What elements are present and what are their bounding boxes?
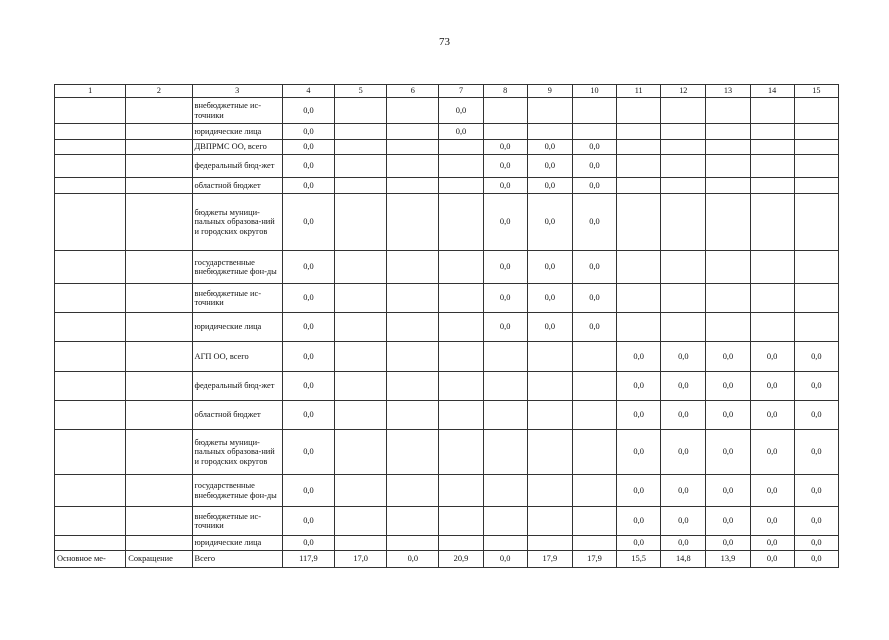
value-cell [706,251,750,284]
value-cell [527,98,572,124]
value-cell [617,313,661,342]
measure-cell [55,194,126,251]
value-cell [439,430,483,475]
table-row [55,178,839,194]
value-cell: 20,9 [439,551,483,568]
value-cell [483,401,527,430]
value-cell [706,178,750,194]
table-row [55,536,839,551]
value-cell: 0,0 [483,251,527,284]
table-row [55,401,839,430]
value-cell [387,313,439,342]
value-cell [527,401,572,430]
value-cell [439,475,483,507]
value-cell: 0,0 [527,178,572,194]
table-row [55,251,839,284]
column-number-2: 2 [126,85,192,98]
value-cell [794,155,838,178]
value-cell: 0,0 [706,372,750,401]
value-cell [387,430,439,475]
value-cell: 0,0 [282,98,334,124]
value-cell: 0,0 [483,284,527,313]
value-cell [706,155,750,178]
value-cell: 0,0 [483,194,527,251]
measure-cell [55,284,126,313]
value-cell: 0,0 [282,507,334,536]
indicator-cell [126,124,192,140]
column-number-3: 3 [192,85,282,98]
value-cell: 0,0 [483,178,527,194]
indicator-cell [126,536,192,551]
value-cell: 0,0 [794,430,838,475]
value-cell: 0,0 [706,430,750,475]
value-cell [483,98,527,124]
funding-source-label: Всего [192,551,282,568]
value-cell: 0,0 [282,536,334,551]
value-cell: 0,0 [572,251,616,284]
indicator-cell [126,251,192,284]
value-cell [335,536,387,551]
value-cell: 0,0 [282,140,334,155]
value-cell: 0,0 [661,401,706,430]
value-cell [527,124,572,140]
value-cell: 0,0 [527,140,572,155]
value-cell: 0,0 [794,401,838,430]
value-cell [483,124,527,140]
value-cell: 0,0 [572,178,616,194]
value-cell: 0,0 [617,342,661,372]
value-cell: 0,0 [483,155,527,178]
value-cell [572,536,616,551]
value-cell [750,124,794,140]
value-cell: 0,0 [282,194,334,251]
value-cell: 0,0 [750,342,794,372]
value-cell [794,284,838,313]
table-row [55,140,839,155]
value-cell [661,194,706,251]
indicator-cell [126,155,192,178]
value-cell [794,178,838,194]
value-cell [335,124,387,140]
value-cell: 0,0 [750,475,794,507]
value-cell [335,194,387,251]
value-cell: 0,0 [706,536,750,551]
value-cell [706,98,750,124]
value-cell: 0,0 [661,475,706,507]
indicator-cell [126,342,192,372]
value-cell [794,140,838,155]
funding-source-label: областной бюджет [192,401,282,430]
measure-cell [55,251,126,284]
value-cell [617,140,661,155]
value-cell [794,194,838,251]
value-cell: 117,9 [282,551,334,568]
value-cell: 0,0 [527,251,572,284]
value-cell [439,372,483,401]
table-row [55,430,839,475]
value-cell [794,251,838,284]
value-cell: 0,0 [750,507,794,536]
funding-source-label: юридические лица [192,124,282,140]
value-cell [483,372,527,401]
value-cell: 0,0 [661,536,706,551]
value-cell: 0,0 [661,507,706,536]
value-cell [572,342,616,372]
value-cell [527,536,572,551]
value-cell: 0,0 [617,372,661,401]
value-cell: 0,0 [794,536,838,551]
value-cell: 0,0 [282,251,334,284]
value-cell [439,140,483,155]
value-cell [661,284,706,313]
value-cell: 0,0 [387,551,439,568]
indicator-cell: Сокращение [126,551,192,568]
table-row [55,342,839,372]
value-cell [617,284,661,313]
value-cell: 17,9 [527,551,572,568]
column-number-11: 11 [617,85,661,98]
funding-source-label: внебюджетные ис-точники [192,507,282,536]
value-cell [387,475,439,507]
indicator-cell [126,313,192,342]
value-cell: 0,0 [439,98,483,124]
value-cell: 0,0 [527,194,572,251]
value-cell: 0,0 [572,313,616,342]
value-cell [439,194,483,251]
value-cell: 0,0 [572,194,616,251]
value-cell: 0,0 [617,401,661,430]
value-cell: 0,0 [706,401,750,430]
value-cell: 0,0 [794,551,838,568]
value-cell: 15,5 [617,551,661,568]
value-cell [527,342,572,372]
value-cell [335,98,387,124]
value-cell [335,251,387,284]
column-number-12: 12 [661,85,706,98]
funding-source-label: юридические лица [192,313,282,342]
value-cell [706,194,750,251]
funding-source-label: АГП ОО, всего [192,342,282,372]
column-number-row [55,85,839,98]
value-cell [706,313,750,342]
value-cell [439,284,483,313]
value-cell [483,507,527,536]
value-cell: 0,0 [572,155,616,178]
value-cell: 0,0 [282,342,334,372]
indicator-cell [126,430,192,475]
value-cell: 0,0 [750,536,794,551]
value-cell [527,430,572,475]
value-cell [387,401,439,430]
measure-cell [55,430,126,475]
indicator-cell [126,372,192,401]
value-cell: 0,0 [750,551,794,568]
value-cell [439,178,483,194]
value-cell [572,475,616,507]
value-cell [617,251,661,284]
value-cell [572,430,616,475]
measure-cell [55,536,126,551]
funding-source-label: ДВПРМС ОО, всего [192,140,282,155]
value-cell [527,372,572,401]
value-cell: 0,0 [617,430,661,475]
value-cell: 0,0 [483,140,527,155]
value-cell [387,140,439,155]
value-cell [335,155,387,178]
table-row [55,155,839,178]
indicator-cell [126,475,192,507]
value-cell [335,401,387,430]
value-cell [439,536,483,551]
value-cell [572,507,616,536]
indicator-cell [126,178,192,194]
value-cell [572,98,616,124]
funding-source-label: областной бюджет [192,178,282,194]
funding-source-label: бюджеты муници-пальных образова-ний и городских округов [192,430,282,475]
funding-source-label: бюджеты муници-пальных образова-ний и городских округов [192,194,282,251]
value-cell: 14,8 [661,551,706,568]
value-cell: 17,0 [335,551,387,568]
column-number-9: 9 [527,85,572,98]
column-number-4: 4 [282,85,334,98]
value-cell [617,178,661,194]
value-cell [335,178,387,194]
value-cell: 0,0 [572,140,616,155]
value-cell: 0,0 [706,342,750,372]
value-cell [387,194,439,251]
value-cell: 13,9 [706,551,750,568]
measure-cell [55,507,126,536]
value-cell [661,140,706,155]
funding-source-label: юридические лица [192,536,282,551]
value-cell: 0,0 [282,124,334,140]
indicator-cell [126,401,192,430]
indicator-cell [126,507,192,536]
value-cell: 0,0 [282,475,334,507]
value-cell [794,313,838,342]
table-row [55,507,839,536]
table-row [55,475,839,507]
measure-cell [55,342,126,372]
value-cell: 0,0 [282,372,334,401]
value-cell [661,155,706,178]
value-cell [387,178,439,194]
value-cell: 0,0 [527,284,572,313]
value-cell [706,140,750,155]
measure-cell [55,313,126,342]
value-cell [661,98,706,124]
value-cell [387,124,439,140]
value-cell: 0,0 [483,551,527,568]
value-cell: 0,0 [282,155,334,178]
table-row [55,372,839,401]
value-cell: 0,0 [661,430,706,475]
page-number: 73 [439,36,450,48]
funding-source-label: внебюджетные ис-точники [192,284,282,313]
indicator-cell [126,98,192,124]
column-number-14: 14 [750,85,794,98]
value-cell [794,98,838,124]
measure-cell [55,178,126,194]
budget-table [54,84,839,568]
value-cell [387,98,439,124]
value-cell: 0,0 [750,430,794,475]
measure-cell [55,401,126,430]
value-cell [617,155,661,178]
value-cell: 0,0 [661,342,706,372]
value-cell [750,98,794,124]
value-cell: 0,0 [794,372,838,401]
column-number-5: 5 [335,85,387,98]
value-cell [439,401,483,430]
value-cell [387,507,439,536]
measure-cell [55,98,126,124]
measure-cell [55,372,126,401]
value-cell [439,251,483,284]
value-cell [387,536,439,551]
measure-cell [55,475,126,507]
value-cell: 0,0 [794,507,838,536]
value-cell [335,313,387,342]
value-cell [387,372,439,401]
indicator-cell [126,194,192,251]
value-cell [483,536,527,551]
column-number-15: 15 [794,85,838,98]
value-cell: 0,0 [706,475,750,507]
value-cell [750,140,794,155]
value-cell: 0,0 [572,284,616,313]
value-cell: 0,0 [282,430,334,475]
value-cell [387,342,439,372]
value-cell: 0,0 [617,536,661,551]
value-cell [335,430,387,475]
table-row [55,98,839,124]
value-cell [617,194,661,251]
value-cell: 17,9 [572,551,616,568]
table-row [55,313,839,342]
value-cell: 0,0 [750,401,794,430]
value-cell [439,155,483,178]
table-row [55,284,839,313]
value-cell: 0,0 [483,313,527,342]
value-cell: 0,0 [527,313,572,342]
value-cell [387,155,439,178]
column-number-1: 1 [55,85,126,98]
value-cell [387,251,439,284]
value-cell [439,342,483,372]
value-cell [661,313,706,342]
value-cell [527,507,572,536]
measure-cell [55,124,126,140]
column-number-13: 13 [706,85,750,98]
value-cell [572,372,616,401]
value-cell [661,251,706,284]
funding-source-label: государственные внебюджетные фон-ды [192,475,282,507]
value-cell [335,475,387,507]
value-cell [617,98,661,124]
value-cell [572,401,616,430]
value-cell [335,284,387,313]
value-cell [572,124,616,140]
value-cell: 0,0 [750,372,794,401]
value-cell [750,251,794,284]
value-cell [750,284,794,313]
value-cell [483,342,527,372]
value-cell: 0,0 [282,284,334,313]
value-cell [483,430,527,475]
value-cell: 0,0 [439,124,483,140]
column-number-8: 8 [483,85,527,98]
indicator-cell [126,140,192,155]
value-cell [706,284,750,313]
measure-cell: Основное ме- [55,551,126,568]
value-cell: 0,0 [282,178,334,194]
value-cell: 0,0 [794,342,838,372]
value-cell [661,124,706,140]
indicator-cell [126,284,192,313]
measure-cell [55,155,126,178]
value-cell [439,313,483,342]
value-cell [794,124,838,140]
value-cell [750,194,794,251]
value-cell: 0,0 [282,401,334,430]
column-number-6: 6 [387,85,439,98]
value-cell: 0,0 [527,155,572,178]
value-cell: 0,0 [282,313,334,342]
value-cell [335,507,387,536]
table-row-total [55,551,839,568]
value-cell [750,313,794,342]
value-cell: 0,0 [617,507,661,536]
value-cell [439,507,483,536]
value-cell [750,178,794,194]
measure-cell [55,140,126,155]
value-cell [527,475,572,507]
value-cell [750,155,794,178]
value-cell [706,124,750,140]
funding-source-label: федеральный бюд-жет [192,372,282,401]
value-cell [335,140,387,155]
value-cell [335,372,387,401]
value-cell [483,475,527,507]
column-number-10: 10 [572,85,616,98]
table-row [55,124,839,140]
value-cell: 0,0 [617,475,661,507]
column-number-7: 7 [439,85,483,98]
table-row [55,194,839,251]
funding-source-label: государственные внебюджетные фон-ды [192,251,282,284]
value-cell [335,342,387,372]
value-cell: 0,0 [706,507,750,536]
value-cell [387,284,439,313]
value-cell: 0,0 [661,372,706,401]
value-cell: 0,0 [794,475,838,507]
funding-source-label: внебюджетные ис-точники [192,98,282,124]
value-cell [661,178,706,194]
value-cell [617,124,661,140]
funding-source-label: федеральный бюд-жет [192,155,282,178]
